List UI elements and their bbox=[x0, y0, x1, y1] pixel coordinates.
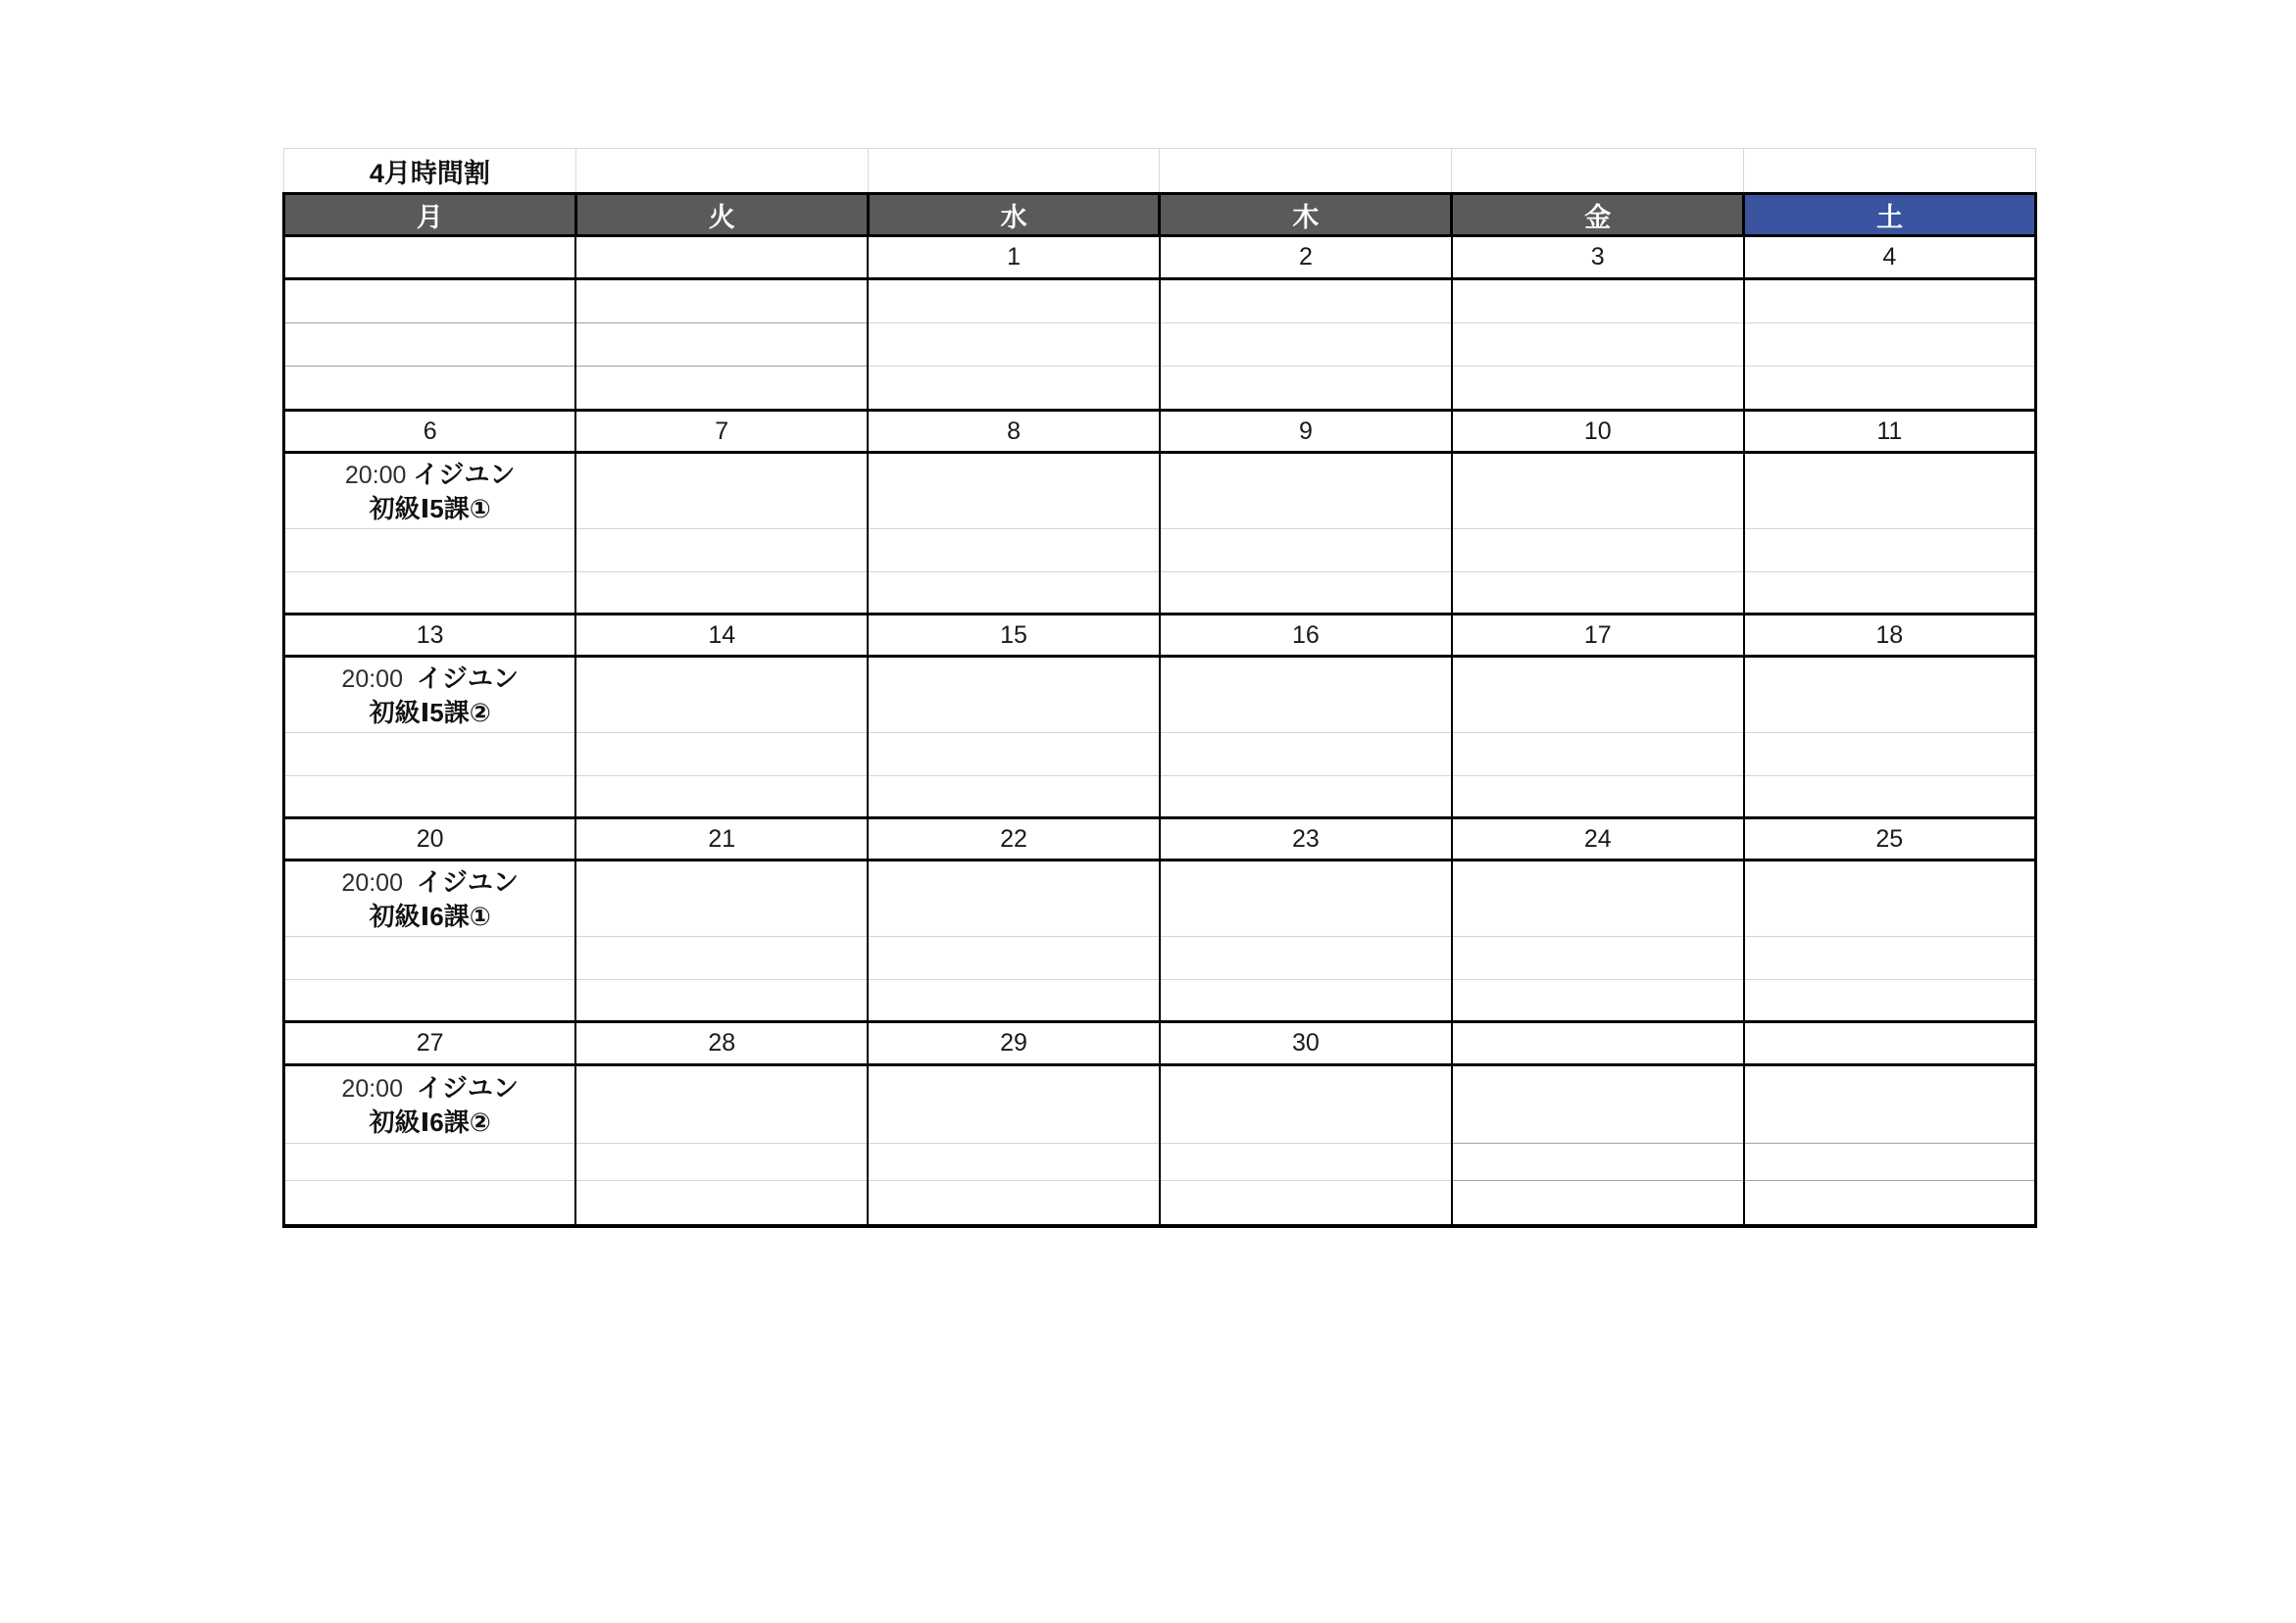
event-gap bbox=[403, 665, 417, 693]
empty-cell bbox=[1160, 1065, 1452, 1144]
empty-cell bbox=[575, 453, 868, 529]
empty-cell bbox=[575, 937, 868, 980]
date-cell-4: 4 bbox=[1744, 236, 2036, 279]
empty-cell bbox=[575, 572, 868, 615]
event-time: 20:00 bbox=[344, 461, 407, 489]
empty-cell bbox=[868, 529, 1160, 572]
date-cell-13: 13 bbox=[284, 615, 576, 657]
date-cell-29: 29 bbox=[868, 1022, 1160, 1065]
empty-cell bbox=[1452, 776, 1744, 818]
april-timetable bbox=[282, 148, 2037, 1228]
event-line-1 bbox=[285, 458, 574, 492]
event-lesson: 初級Ⅰ6課② bbox=[369, 1107, 491, 1137]
empty-cell bbox=[1744, 367, 2036, 411]
empty-cell bbox=[868, 776, 1160, 818]
spacer-row-week-2 bbox=[284, 529, 2036, 572]
weekday-header-row bbox=[284, 194, 2036, 236]
event-teacher-name: イジユン bbox=[416, 663, 519, 693]
empty-cell bbox=[868, 861, 1160, 937]
date-row-week-5 bbox=[284, 1022, 2036, 1065]
out-of-month-cell bbox=[1744, 1144, 2036, 1181]
day-header-tuesday: 火 bbox=[575, 194, 868, 236]
out-of-month-cell bbox=[575, 367, 868, 411]
empty-cell bbox=[868, 1144, 1160, 1181]
out-of-month-cell bbox=[575, 323, 868, 367]
out-of-month-cell bbox=[1452, 1181, 1744, 1226]
event-lesson: 初級Ⅰ5課② bbox=[369, 697, 491, 727]
page-title: 4月時間割 bbox=[284, 149, 576, 194]
empty-cell bbox=[1452, 279, 1744, 323]
empty-cell bbox=[1744, 572, 2036, 615]
day-header-saturday: 土 bbox=[1744, 194, 2036, 236]
spacer-row-week-4 bbox=[284, 980, 2036, 1022]
event-cell bbox=[284, 657, 576, 733]
date-cell-2: 2 bbox=[1160, 236, 1452, 279]
empty-cell bbox=[284, 1181, 576, 1226]
date-cell-14: 14 bbox=[575, 615, 868, 657]
empty-cell bbox=[1160, 1181, 1452, 1226]
empty-cell bbox=[575, 1065, 868, 1144]
empty-cell bbox=[1744, 279, 2036, 323]
empty-cell bbox=[1452, 980, 1744, 1022]
empty-cell bbox=[1452, 733, 1744, 776]
event-row-week-1 bbox=[284, 279, 2036, 323]
empty-cell bbox=[868, 572, 1160, 615]
day-header-thursday: 木 bbox=[1160, 194, 1452, 236]
empty-cell bbox=[1160, 657, 1452, 733]
event-row-week-3 bbox=[284, 657, 2036, 733]
date-row-week-4 bbox=[284, 818, 2036, 861]
event-teacher-name: イジユン bbox=[416, 1072, 519, 1103]
empty-cell bbox=[1452, 937, 1744, 980]
empty-cell bbox=[1452, 367, 1744, 411]
date-cell-10: 10 bbox=[1452, 411, 1744, 453]
date-cell-out-of-month bbox=[1452, 1022, 1744, 1065]
empty-cell bbox=[1744, 861, 2036, 937]
empty-cell bbox=[1452, 572, 1744, 615]
date-cell-27: 27 bbox=[284, 1022, 576, 1065]
title-row-empty-cell bbox=[575, 149, 868, 194]
date-cell-out-of-month bbox=[1744, 1022, 2036, 1065]
event-cell bbox=[284, 1065, 576, 1144]
date-cell-8: 8 bbox=[868, 411, 1160, 453]
out-of-month-cell bbox=[284, 323, 576, 367]
date-cell-9: 9 bbox=[1160, 411, 1452, 453]
empty-cell bbox=[575, 657, 868, 733]
empty-cell bbox=[1744, 937, 2036, 980]
event-time: 20:00 bbox=[341, 868, 403, 897]
empty-cell bbox=[1160, 529, 1452, 572]
event-teacher-name: イジユン bbox=[416, 866, 519, 897]
empty-cell bbox=[868, 453, 1160, 529]
empty-cell bbox=[868, 733, 1160, 776]
date-cell-1: 1 bbox=[868, 236, 1160, 279]
title-row-empty-cell bbox=[1744, 149, 2036, 194]
empty-cell bbox=[1452, 861, 1744, 937]
event-cell bbox=[284, 453, 576, 529]
empty-cell bbox=[1452, 453, 1744, 529]
empty-cell bbox=[1744, 453, 2036, 529]
spacer-row-week-5 bbox=[284, 1181, 2036, 1226]
empty-cell bbox=[284, 937, 576, 980]
date-cell-16: 16 bbox=[1160, 615, 1452, 657]
title-row bbox=[284, 149, 2036, 194]
empty-cell bbox=[575, 733, 868, 776]
event-row-week-4 bbox=[284, 861, 2036, 937]
event-gap bbox=[403, 869, 417, 897]
out-of-month-cell bbox=[1452, 1065, 1744, 1144]
date-cell-24: 24 bbox=[1452, 818, 1744, 861]
date-cell-out-of-month bbox=[575, 236, 868, 279]
date-cell-out-of-month bbox=[284, 236, 576, 279]
event-time: 20:00 bbox=[341, 664, 403, 693]
empty-cell bbox=[1160, 453, 1452, 529]
date-row-week-2 bbox=[284, 411, 2036, 453]
empty-cell bbox=[1452, 529, 1744, 572]
empty-cell bbox=[868, 279, 1160, 323]
empty-cell bbox=[284, 529, 576, 572]
event-time: 20:00 bbox=[341, 1074, 403, 1103]
empty-cell bbox=[284, 733, 576, 776]
empty-cell bbox=[868, 657, 1160, 733]
empty-cell bbox=[1744, 776, 2036, 818]
empty-cell bbox=[1160, 776, 1452, 818]
empty-cell bbox=[1160, 367, 1452, 411]
event-teacher-name: イジユン bbox=[413, 459, 516, 489]
empty-cell bbox=[868, 980, 1160, 1022]
event-row-week-5 bbox=[284, 1065, 2036, 1144]
date-cell-15: 15 bbox=[868, 615, 1160, 657]
empty-cell bbox=[575, 980, 868, 1022]
empty-cell bbox=[1452, 657, 1744, 733]
spacer-row-week-3 bbox=[284, 776, 2036, 818]
empty-cell bbox=[1744, 980, 2036, 1022]
event-line-1 bbox=[285, 1071, 574, 1106]
out-of-month-cell bbox=[575, 279, 868, 323]
date-cell-30: 30 bbox=[1160, 1022, 1452, 1065]
event-line-1 bbox=[285, 865, 574, 900]
empty-cell bbox=[1744, 323, 2036, 367]
spacer-row-week-1 bbox=[284, 367, 2036, 411]
title-row-empty-cell bbox=[1160, 149, 1452, 194]
out-of-month-cell bbox=[1452, 1144, 1744, 1181]
empty-cell bbox=[284, 776, 576, 818]
event-row-week-2 bbox=[284, 453, 2036, 529]
spacer-row-week-2 bbox=[284, 572, 2036, 615]
empty-cell bbox=[1160, 1144, 1452, 1181]
event-cell bbox=[284, 861, 576, 937]
empty-cell bbox=[1452, 323, 1744, 367]
spacer-row-week-5 bbox=[284, 1144, 2036, 1181]
date-cell-6: 6 bbox=[284, 411, 576, 453]
date-row-week-3 bbox=[284, 615, 2036, 657]
date-cell-11: 11 bbox=[1744, 411, 2036, 453]
day-header-wednesday: 水 bbox=[868, 194, 1160, 236]
empty-cell bbox=[284, 980, 576, 1022]
date-row-week-1 bbox=[284, 236, 2036, 279]
out-of-month-cell bbox=[284, 367, 576, 411]
day-header-monday: 月 bbox=[284, 194, 576, 236]
date-cell-21: 21 bbox=[575, 818, 868, 861]
spacer-row-week-1 bbox=[284, 323, 2036, 367]
empty-cell bbox=[1744, 733, 2036, 776]
empty-cell bbox=[1160, 937, 1452, 980]
empty-cell bbox=[575, 1181, 868, 1226]
empty-cell bbox=[868, 937, 1160, 980]
empty-cell bbox=[1160, 572, 1452, 615]
date-cell-7: 7 bbox=[575, 411, 868, 453]
empty-cell bbox=[575, 1144, 868, 1181]
empty-cell bbox=[575, 529, 868, 572]
empty-cell bbox=[868, 1065, 1160, 1144]
date-cell-25: 25 bbox=[1744, 818, 2036, 861]
date-cell-28: 28 bbox=[575, 1022, 868, 1065]
empty-cell bbox=[1744, 529, 2036, 572]
event-lesson: 初級Ⅰ6課① bbox=[369, 901, 491, 931]
event-lesson: 初級Ⅰ5課① bbox=[369, 493, 491, 523]
date-cell-23: 23 bbox=[1160, 818, 1452, 861]
day-header-friday: 金 bbox=[1452, 194, 1744, 236]
event-gap bbox=[403, 1075, 417, 1103]
empty-cell bbox=[1160, 279, 1452, 323]
empty-cell bbox=[284, 1144, 576, 1181]
event-line-1 bbox=[285, 662, 574, 696]
empty-cell bbox=[1160, 733, 1452, 776]
spacer-row-week-4 bbox=[284, 937, 2036, 980]
empty-cell bbox=[1160, 980, 1452, 1022]
date-cell-18: 18 bbox=[1744, 615, 2036, 657]
title-row-empty-cell bbox=[868, 149, 1160, 194]
empty-cell bbox=[284, 572, 576, 615]
title-row-empty-cell bbox=[1452, 149, 1744, 194]
date-cell-22: 22 bbox=[868, 818, 1160, 861]
date-cell-3: 3 bbox=[1452, 236, 1744, 279]
out-of-month-cell bbox=[284, 279, 576, 323]
empty-cell bbox=[575, 776, 868, 818]
date-cell-20: 20 bbox=[284, 818, 576, 861]
empty-cell bbox=[868, 367, 1160, 411]
empty-cell bbox=[1160, 861, 1452, 937]
out-of-month-cell bbox=[1744, 1181, 2036, 1226]
date-cell-17: 17 bbox=[1452, 615, 1744, 657]
empty-cell bbox=[868, 323, 1160, 367]
spacer-row-week-3 bbox=[284, 733, 2036, 776]
out-of-month-cell bbox=[1744, 1065, 2036, 1144]
empty-cell bbox=[575, 861, 868, 937]
empty-cell bbox=[1160, 323, 1452, 367]
empty-cell bbox=[868, 1181, 1160, 1226]
empty-cell bbox=[1744, 657, 2036, 733]
